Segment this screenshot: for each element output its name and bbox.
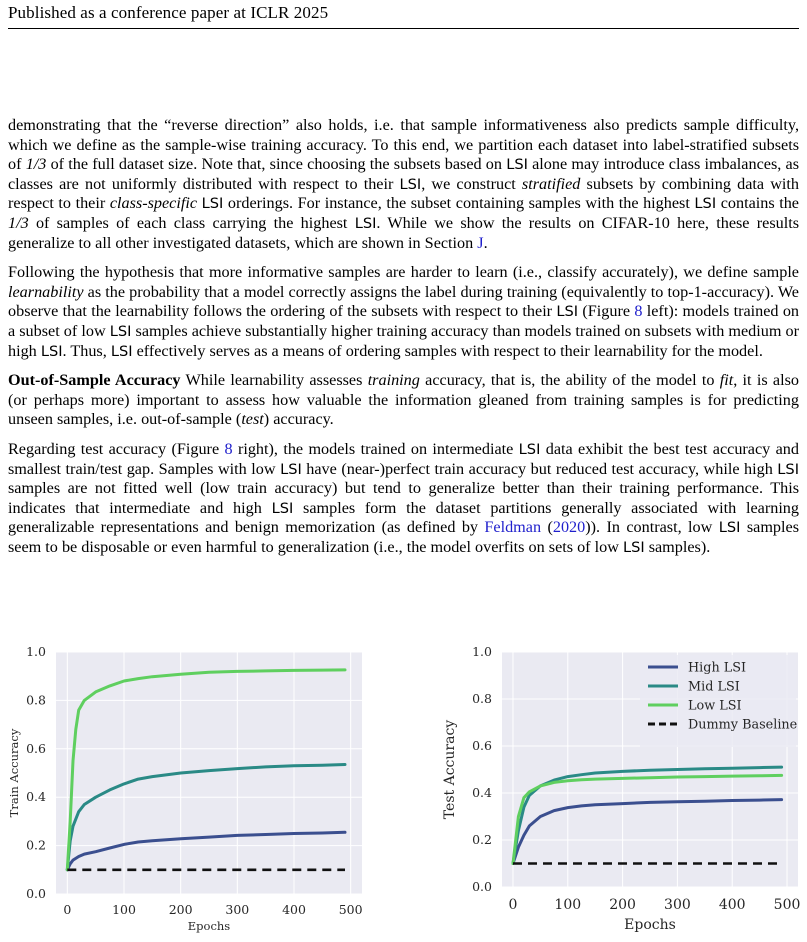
paragraph-2 bbox=[8, 263, 799, 361]
reference-link[interactable]: 8 bbox=[224, 439, 233, 458]
x-tick-label: 300 bbox=[664, 897, 691, 913]
y-tick-label: 0.0 bbox=[26, 886, 46, 901]
text-run: , it is also (or perhaps more) important to assess how valuable the information gleaned from training samples is for predicting unseen samples, i.e. out-of-sample ( bbox=[8, 371, 799, 429]
paragraph-1 bbox=[8, 116, 799, 253]
lsi-term: LSI bbox=[694, 195, 717, 213]
italic-term: fit bbox=[719, 371, 734, 390]
text-run: samples seem to be disposable or even harmful to generalization (i.e., the model overfits on sets of low bbox=[8, 518, 799, 556]
running-header: Published as a conference paper at ICLR 2025 bbox=[8, 3, 329, 22]
text-run: left): models trained on a subset of low bbox=[8, 302, 800, 340]
legend-label: Low LSI bbox=[688, 698, 742, 714]
y-tick-label: 0.4 bbox=[26, 789, 46, 805]
paragraph-3-out-of-sample bbox=[8, 371, 799, 430]
y-tick-label: 0.6 bbox=[26, 740, 46, 756]
reference-link[interactable]: 8 bbox=[634, 302, 643, 321]
paragraph-4 bbox=[8, 440, 799, 558]
figure-train-accuracy bbox=[0, 640, 380, 940]
lsi-term: LSI bbox=[399, 175, 422, 193]
italic-term: stratified bbox=[521, 174, 581, 193]
text-run: as the probability that a model correctly assigns the label during training (equivalently to top-1-accuracy). We observe that the learnability follows the ordering of the subsets with respect to their bbox=[8, 282, 799, 321]
text-run: . While we show the results on CIFAR-10 here, these results generalize to all other investigated datasets, which are shown in Section bbox=[8, 213, 800, 252]
text-run: , we construct bbox=[421, 174, 522, 193]
x-tick-label: 400 bbox=[282, 902, 306, 917]
text-run: data exhibit the best test accuracy and smallest train/test gap. Samples with low bbox=[8, 439, 799, 478]
lsi-term: LSI bbox=[110, 342, 133, 360]
lsi-term: LSI bbox=[777, 460, 799, 478]
text-run: of samples of each class carrying the highest bbox=[28, 213, 355, 232]
y-tick-label: 0.4 bbox=[472, 785, 492, 800]
legend-label: Mid LSI bbox=[688, 679, 740, 695]
text-run: (Figure bbox=[578, 302, 635, 321]
x-tick-label: 0 bbox=[63, 902, 72, 917]
text-run: Following the hypothesis that more informative samples are harder to learn (i.e., classify accurately), we define sample bbox=[8, 263, 799, 282]
y-tick-label: 0.8 bbox=[472, 691, 492, 706]
lsi-term: LSI bbox=[201, 195, 224, 213]
lsi-term: LSI bbox=[718, 519, 741, 537]
math-fraction: 1/3 bbox=[25, 155, 47, 174]
reference-link[interactable]: J bbox=[477, 233, 484, 252]
legend-label: High LSI bbox=[688, 660, 747, 676]
y-tick-label: 0.2 bbox=[472, 832, 492, 847]
y-tick-label: 0.8 bbox=[26, 692, 46, 708]
text-run: of the full dataset size. Note that, since choosing the subsets based on bbox=[46, 155, 507, 174]
x-tick-label: 200 bbox=[609, 897, 636, 913]
text-run: samples form the dataset partitions generally associated with learning generalizable representations and benign memorization (as defined by bbox=[8, 498, 799, 537]
lsi-term: LSI bbox=[109, 322, 132, 340]
text-run: While learnability assesses bbox=[180, 371, 368, 390]
y-tick-label: 0.0 bbox=[472, 879, 492, 894]
italic-term: test bbox=[241, 410, 264, 429]
text-run: ) accuracy. bbox=[263, 410, 334, 429]
text-run: subsets by combining data with respect to their bbox=[8, 174, 800, 213]
text-run: ( bbox=[541, 518, 553, 537]
lsi-term: LSI bbox=[280, 460, 302, 478]
lsi-term: LSI bbox=[518, 440, 541, 458]
lsi-term: LSI bbox=[271, 499, 294, 517]
text-run: effectively serves as a means of ordering samples with respect to their learnability for the model. bbox=[132, 341, 763, 360]
x-tick-label: 500 bbox=[338, 902, 363, 917]
text-run: samples are not fitted well (low train accuracy) but tend to generalize better than their training performance. This indicates that intermediate and high bbox=[8, 479, 799, 517]
legend-label: Dummy Baseline bbox=[688, 717, 798, 733]
y-tick-label: 1.0 bbox=[472, 644, 492, 659]
text-run: have (near-)perfect train accuracy but reduced test accuracy, while high bbox=[301, 459, 778, 478]
text-run: contains the bbox=[716, 194, 799, 213]
body-text bbox=[8, 116, 799, 567]
x-axis-label: Epochs bbox=[624, 917, 676, 933]
italic-term: training bbox=[367, 371, 420, 390]
lsi-term: LSI bbox=[622, 538, 645, 556]
text-run: samples achieve substantially higher training accuracy than models trained on subsets with medium or high bbox=[8, 321, 799, 360]
text-run: accuracy, that is, the ability of the model to bbox=[419, 371, 720, 390]
text-run: . bbox=[483, 233, 488, 252]
x-tick-label: 300 bbox=[225, 902, 250, 917]
y-tick-label: 1.0 bbox=[26, 644, 46, 659]
header-rule bbox=[8, 28, 799, 29]
x-axis-label: Epochs bbox=[187, 919, 231, 933]
text-run: orderings. For instance, the subset containing samples with the highest bbox=[223, 194, 695, 213]
y-tick-label: 0.6 bbox=[472, 738, 492, 753]
italic-term: learnability bbox=[8, 282, 84, 301]
figure-test-accuracy bbox=[430, 640, 805, 940]
x-tick-label: 100 bbox=[554, 897, 582, 913]
x-tick-label: 500 bbox=[773, 897, 801, 913]
text-run: . Thus, bbox=[62, 341, 111, 360]
math-fraction: 1/3 bbox=[8, 213, 29, 232]
lsi-term: LSI bbox=[556, 303, 579, 321]
text-run: samples). bbox=[644, 537, 711, 556]
text-run: Regarding test accuracy (Figure bbox=[8, 439, 225, 458]
x-tick-label: 400 bbox=[718, 897, 746, 913]
lsi-term: LSI bbox=[354, 214, 377, 232]
reference-link[interactable]: Feldman bbox=[484, 518, 542, 537]
text-run: right), the models trained on intermediate bbox=[232, 439, 519, 458]
text-run: )). In contrast, low bbox=[585, 518, 719, 537]
italic-term: class-specific bbox=[109, 194, 198, 213]
text-run: demonstrating that the “reverse direction” also holds, i.e. that sample informativeness also predicts sample difficulty, which we define as the sample-wise training accuracy. To this end, we partition each dataset into label-stratified subsets of bbox=[8, 116, 799, 174]
x-tick-label: 0 bbox=[508, 897, 518, 913]
lsi-term: LSI bbox=[40, 342, 63, 360]
x-tick-label: 200 bbox=[168, 902, 193, 917]
y-axis-label: Train Accuracy bbox=[7, 728, 21, 818]
y-axis-label: Test Accuracy bbox=[442, 719, 458, 820]
lsi-term: LSI bbox=[506, 156, 528, 174]
reference-link[interactable]: 2020 bbox=[552, 518, 586, 537]
paragraph-heading: Out-of-Sample Accuracy bbox=[8, 371, 181, 390]
x-tick-label: 100 bbox=[112, 902, 136, 917]
text-run: alone may introduce class imbalances, as classes are not uniformly distributed with respect to their bbox=[8, 155, 799, 193]
y-tick-label: 0.2 bbox=[26, 837, 46, 853]
